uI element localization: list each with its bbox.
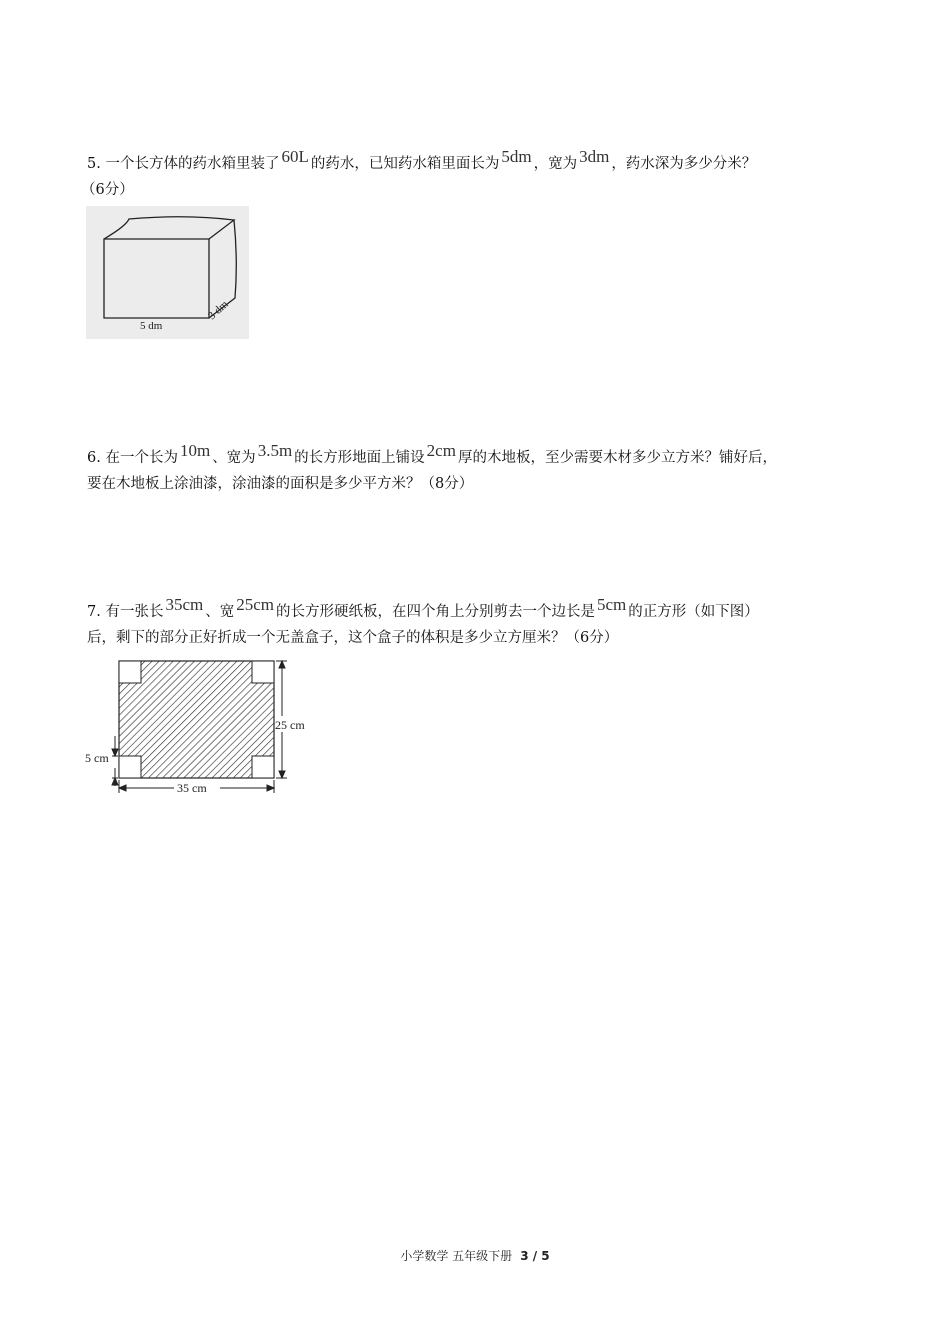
value-35cm: 35cm: [165, 595, 204, 614]
question-5-score: （6分）: [81, 182, 134, 198]
page-footer: [0, 1247, 950, 1264]
cut-corner-bottom-left: [119, 756, 141, 778]
question-7-line-1: 7. 有一张长 35cm 、宽 25cm 的长方形硬纸板，在四个角上分别剪去一个边长是 5cm 的正方形（如下图）: [87, 595, 759, 620]
value-2cm: 2cm: [426, 441, 456, 460]
corner-dimension: [112, 736, 118, 786]
height-label: 25 cm: [275, 718, 305, 732]
question-6-line-1: 6. 在一个长为 10m 、宽为 3.5m 的长方形地面上铺设 2cm 厚的木地板，至少需要木材多少立方米？铺好后，: [87, 441, 777, 466]
page-number: 3 / 5: [520, 1249, 550, 1263]
footer-text: 小学数学 五年级下册: [400, 1249, 513, 1263]
value-5cm: 5cm: [597, 595, 627, 614]
cut-corner-bottom-right: [252, 756, 274, 778]
question-5-line-1: 5. 一个长方体的药水箱里装了 60L 的药水，已知药水箱里面长为 5dm ，宽为 3dm ，药水深为多少分米？: [87, 147, 757, 172]
cuboid-width-label: 3 dm: [205, 298, 231, 323]
question-6-line-2: 要在木地板上涂油漆，涂油漆的面积是多少平方米？（8分）: [87, 476, 474, 492]
cardboard-figure: [84, 658, 320, 798]
value-10m: 10m: [179, 441, 211, 460]
value-25cm: 25cm: [236, 595, 275, 614]
cuboid-length-label: 5 dm: [140, 320, 163, 332]
question-5: [81, 147, 867, 203]
length-label: 35 cm: [177, 781, 207, 795]
cut-corner-top-left: [119, 661, 141, 683]
cut-corner-top-right: [252, 661, 274, 683]
value-5dm: 5dm: [501, 147, 532, 166]
cardboard-sheet: [119, 661, 274, 778]
question-7-line-2: 后，剩下的部分正好折成一个无盖盒子，这个盒子的体积是多少立方厘米？（6分）: [87, 630, 619, 646]
corner-label: 5 cm: [85, 751, 109, 765]
value-60L: 60L: [281, 147, 309, 166]
figure-background: [86, 206, 249, 339]
value-3-5m: 3.5m: [257, 441, 293, 460]
value-3dm: 3dm: [579, 147, 610, 166]
question-6: [87, 441, 867, 497]
cuboid-figure: [86, 206, 249, 339]
question-7: [87, 595, 867, 651]
